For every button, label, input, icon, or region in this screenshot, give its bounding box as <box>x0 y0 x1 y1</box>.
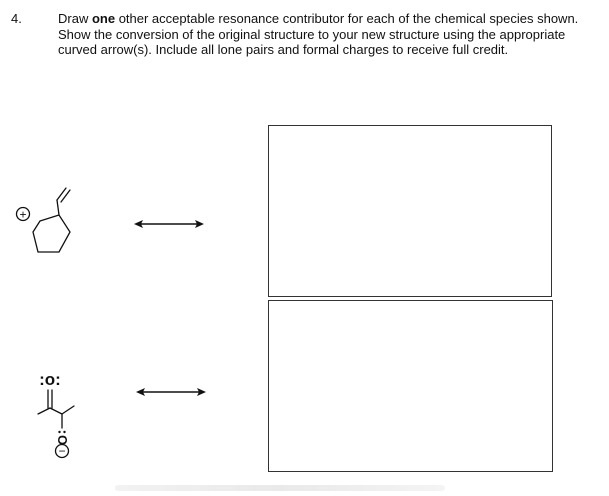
ring-bonds <box>33 215 70 252</box>
prompt-text-after: other acceptable resonance contributor for each of the chemical species shown. Show the conversion of the original structure to your new structure using the appropriate curved arrow(s). Include all lone pairs and formal charges to receive full credit. <box>58 11 579 57</box>
blurred-footer-line <box>115 485 445 491</box>
question-number: 4. <box>11 11 22 26</box>
cation-charge-label: + <box>19 207 27 222</box>
enolate-structure <box>28 370 108 466</box>
prompt-text-before: Draw <box>58 11 92 26</box>
resonance-arrow-icon <box>134 218 204 230</box>
prompt-text-bold: one <box>91 11 116 26</box>
chain-bond-1 <box>50 408 62 414</box>
resonance-arrow-icon <box>136 386 206 398</box>
answer-box-2[interactable] <box>268 300 553 472</box>
chain-bond-2 <box>62 406 74 414</box>
cation-structure <box>14 186 84 266</box>
anion-charge-label: − <box>58 444 66 458</box>
single-bond <box>57 200 59 215</box>
methyl-bond <box>38 408 50 414</box>
carbonyl-oxygen-label: :o: <box>39 370 61 389</box>
anion-oxygen-label: O <box>55 434 70 446</box>
answer-box-1[interactable] <box>268 125 552 297</box>
question-prompt <box>58 11 593 58</box>
